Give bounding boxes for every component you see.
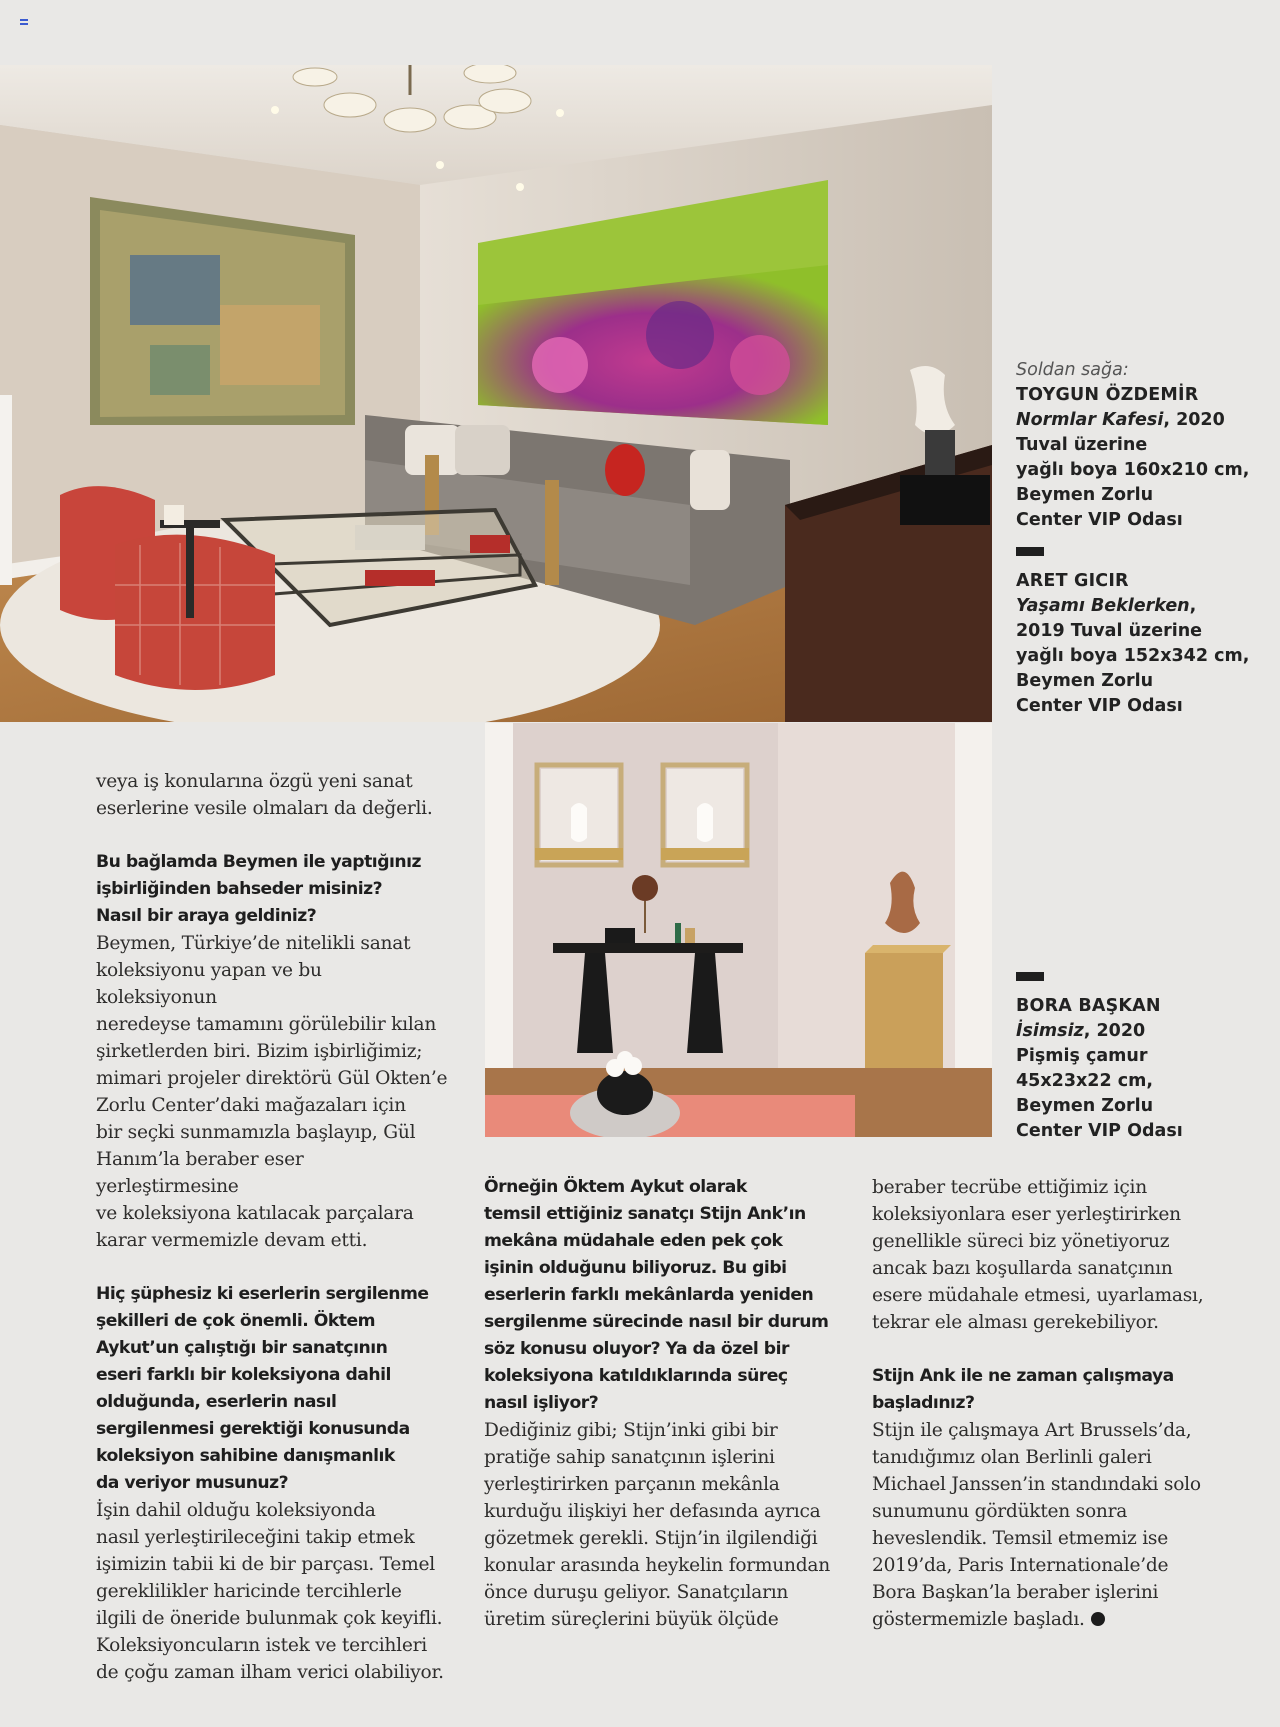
interview-answer-continued (872, 1174, 1224, 1336)
caption-details: 2019 Tuval üzerine (1016, 621, 1203, 641)
text-line: Koleksiyoncuların istek ve tercihleri (96, 1635, 427, 1656)
caption-details: Beymen Zorlu (1016, 485, 1154, 505)
text-line: heveslendik. Temsil etmemiz ise (872, 1528, 1168, 1549)
article-column-1 (96, 768, 448, 1686)
text-line: olduğunda, eserlerin nasıl (96, 1392, 337, 1412)
text-line: ilgili de öneride bulunmak çok keyifli. (96, 1608, 443, 1629)
text-line: de çoğu zaman ilham verici olabiliyor. (96, 1662, 444, 1683)
text-line: eserlerin farklı mekânlarda yeniden (484, 1285, 814, 1305)
text-line: söz konusu oluyor? Ya da özel bir (484, 1339, 789, 1359)
interview-answer (872, 1417, 1224, 1633)
end-of-article-icon (1091, 1612, 1105, 1626)
text-line: beraber tecrübe ettiğimiz için (872, 1177, 1147, 1198)
text-line: işbirliğinden bahseder misiniz? (96, 879, 383, 899)
text-line: önce duruşu geliyor. Sanatçıların (484, 1582, 789, 1603)
paragraph-intro (96, 768, 448, 822)
caption-separator (1016, 547, 1044, 556)
interview-question (96, 1281, 448, 1497)
caption-details: Beymen Zorlu (1016, 1096, 1154, 1116)
vip-room-console-shelves-photo (485, 723, 992, 1137)
text-line: Bora Başkan’la beraber işlerini (872, 1582, 1159, 1603)
text-line: genellikle süreci biz yönetiyoruz (872, 1231, 1170, 1252)
interview-question (872, 1363, 1224, 1417)
text-line: neredeyse tamamını görülebilir kılan (96, 1014, 437, 1035)
text-line: Hanım’la beraber eser yerleştirmesine (96, 1149, 304, 1197)
text-line: Aykut’un çalıştığı bir sanatçının (96, 1338, 388, 1358)
text-line: eserlerine vesile olmaları da değerli. (96, 798, 433, 819)
caption-line (1016, 594, 1278, 619)
article-column-3 (872, 1174, 1224, 1633)
photo-caption-bottom (1016, 972, 1278, 1144)
text-line: Stijn ile çalışmaya Art Brussels’da, (872, 1420, 1192, 1441)
text-line: yerleştirirken parçanın mekânla (484, 1474, 780, 1495)
caption-work-title: Yaşamı Beklerken (1016, 596, 1190, 616)
text-line: koleksiyon sahibine danışmanlık (96, 1446, 395, 1466)
text-line: sergilenme sürecinde nasıl bir durum (484, 1312, 829, 1332)
hamburger-menu-icon[interactable] (20, 19, 28, 26)
text-line: Beymen, Türkiye’de nitelikli sanat (96, 933, 411, 954)
interview-answer (96, 1497, 448, 1686)
caption-details: Center VIP Odası (1016, 1121, 1183, 1141)
text-line: pratiğe sahip sanatçının işlerini (484, 1447, 775, 1468)
text-line: Nasıl bir araya geldiniz? (96, 906, 317, 926)
article-column-2 (484, 1174, 836, 1633)
text-line: nasıl yerleştirileceğini takip etmek (96, 1527, 415, 1548)
caption-line (1016, 408, 1278, 433)
interview-question (484, 1174, 836, 1417)
caption-details: Pişmiş çamur (1016, 1046, 1148, 1066)
text-line: nasıl işliyor? (484, 1393, 599, 1413)
text-line: eseri farklı bir koleksiyona dahil (96, 1365, 391, 1385)
caption-details: 45x23x22 cm, (1016, 1071, 1153, 1091)
text-line: konular arasında heykelin formundan (484, 1555, 830, 1576)
caption-details: Center VIP Odası (1016, 510, 1183, 530)
photo-illustration (485, 723, 992, 1137)
text-line: gözetmek gerekli. Stijn’in ilgilendiği (484, 1528, 818, 1549)
caption-details: yağlı boya 152x342 cm, (1016, 646, 1250, 666)
caption-line (1016, 1019, 1278, 1044)
text-line: üretim süreçlerini büyük ölçüde (484, 1609, 779, 1630)
text-line: şekilleri de çok önemli. Öktem (96, 1311, 376, 1331)
text-line: gereklilikler haricinde tercihlerle (96, 1581, 402, 1602)
text-line: karar vermemizle devam etti. (96, 1230, 368, 1251)
caption-separator (1016, 972, 1044, 981)
text-line: Dediğiniz gibi; Stijn’inki gibi bir (484, 1420, 778, 1441)
photo-caption-top (1016, 358, 1278, 719)
text-line: koleksiyonlara eser yerleştirirken (872, 1204, 1181, 1225)
text-line: sunumunu gördükten sonra (872, 1501, 1128, 1522)
caption-artist: BORA BAŞKAN (1016, 996, 1161, 1016)
text-line: sergilenmesi gerektiği konusunda (96, 1419, 410, 1439)
caption-details: Center VIP Odası (1016, 696, 1183, 716)
caption-lead: Soldan sağa: (1016, 360, 1129, 380)
text-line: mekâna müdahale eden pek çok (484, 1231, 783, 1251)
text-line: Hiç şüphesiz ki eserlerin sergilenme (96, 1284, 429, 1304)
caption-work-title: Normlar Kafesi (1016, 410, 1164, 430)
text-line: koleksiyona katıldıklarında süreç (484, 1366, 788, 1386)
text-line: da veriyor musunuz? (96, 1473, 289, 1493)
text-line: Bu bağlamda Beymen ile yaptığınız (96, 852, 422, 872)
caption-details: , 2020 (1163, 410, 1225, 430)
text-line: Michael Janssen’in standındaki solo (872, 1474, 1201, 1495)
caption-artist: ARET GICIR (1016, 571, 1129, 591)
text-line: Zorlu Center’daki mağazaları için (96, 1095, 406, 1116)
text-line: tekrar ele alması gerekebiliyor. (872, 1312, 1159, 1333)
text-line: ancak bazı koşullarda sanatçının (872, 1258, 1173, 1279)
interview-answer (484, 1417, 836, 1633)
caption-details: , (1189, 596, 1197, 616)
text-line: temsil ettiğiniz sanatçı Stijn Ank’ın (484, 1204, 806, 1224)
caption-work-title: İsimsiz (1016, 1021, 1084, 1041)
caption-details: Tuval üzerine (1016, 435, 1148, 455)
text-line: koleksiyonu yapan ve bu koleksiyonun (96, 960, 322, 1008)
caption-artist: TOYGUN ÖZDEMİR (1016, 385, 1199, 405)
text-line: mimari projeler direktörü Gül Okten’e (96, 1068, 448, 1089)
caption-details: yağlı boya 160x210 cm, (1016, 460, 1250, 480)
text-line: veya iş konularına özgü yeni sanat (96, 771, 413, 792)
text-line: şirketlerden biri. Bizim işbirliğimiz; (96, 1041, 423, 1062)
caption-details: Beymen Zorlu (1016, 671, 1154, 691)
vip-room-living-area-photo (0, 65, 992, 722)
text-line: göstermemizle başladı. (872, 1606, 1224, 1633)
text-line: esere müdahale etmesi, uyarlaması, (872, 1285, 1204, 1306)
text-line: bir seçki sunmamızla başlayıp, Gül (96, 1122, 416, 1143)
text-line: tanıdığımız olan Berlinli galeri (872, 1447, 1152, 1468)
text-line: işinin olduğunu biliyoruz. Bu gibi (484, 1258, 787, 1278)
text-line: Örneğin Öktem Aykut olarak (484, 1177, 747, 1197)
interview-answer (96, 930, 448, 1254)
caption-details: , 2020 (1083, 1021, 1146, 1041)
text-line: 2019’da, Paris Internationale’de (872, 1555, 1169, 1576)
text-line: Stijn Ank ile ne zaman çalışmaya (872, 1366, 1174, 1386)
text-line: işimizin tabii ki de bir parçası. Temel (96, 1554, 435, 1575)
text-line: ve koleksiyona katılacak parçalara (96, 1203, 414, 1224)
text-line: kurduğu ilişkiyi her defasında ayrıca (484, 1501, 821, 1522)
photo-illustration (0, 65, 992, 722)
text-line: başladınız? (872, 1393, 975, 1413)
text-line: İşin dahil olduğu koleksiyonda (96, 1500, 376, 1521)
interview-question (96, 849, 448, 930)
